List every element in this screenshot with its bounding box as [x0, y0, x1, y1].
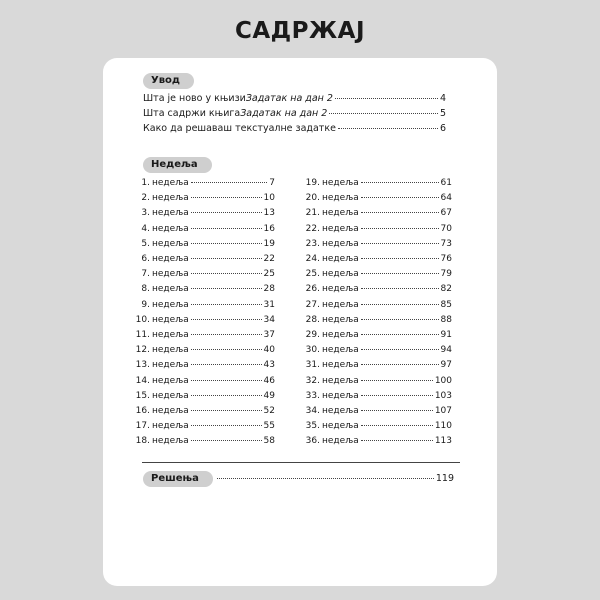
dot-leader — [361, 288, 439, 289]
dot-leader — [191, 258, 262, 259]
week-number: 8. — [141, 284, 150, 295]
week-entry[interactable] — [300, 298, 452, 312]
week-number: 32. — [305, 375, 320, 386]
week-label: недеља — [322, 375, 359, 386]
week-entry[interactable] — [300, 191, 452, 205]
intro-item-3[interactable] — [143, 122, 446, 136]
page-number: 91 — [440, 330, 452, 340]
week-entry[interactable] — [300, 328, 452, 342]
week-label: недеља — [152, 314, 189, 325]
page-number: 110 — [434, 421, 452, 432]
page-number: 40 — [263, 345, 275, 356]
week-label: недеља — [152, 390, 189, 401]
dot-leader — [191, 334, 262, 335]
week-label: недеља — [152, 436, 189, 447]
week-entry[interactable] — [130, 374, 275, 388]
week-number: 3. — [141, 208, 150, 219]
week-number: 15. — [135, 390, 150, 401]
week-entry[interactable] — [300, 206, 452, 220]
page-number: 119 — [435, 473, 454, 484]
week-entry[interactable] — [300, 222, 452, 236]
week-number: 30. — [305, 345, 320, 356]
week-number: 16. — [135, 406, 150, 416]
week-number: 9. — [141, 299, 150, 310]
week-entry[interactable] — [300, 358, 452, 372]
week-entry[interactable] — [130, 343, 275, 357]
week-label: недеља — [322, 360, 359, 371]
week-number: 34. — [305, 406, 320, 416]
page-number: 107 — [434, 406, 452, 416]
intro-item-text: Шта садржи књига — [143, 108, 241, 119]
dot-leader — [338, 128, 438, 129]
week-entry[interactable] — [130, 237, 275, 251]
dot-leader — [361, 334, 439, 335]
week-label: недеља — [152, 421, 189, 432]
week-label: недеља — [152, 238, 189, 249]
week-label: недеља — [152, 375, 189, 386]
week-entry[interactable] — [300, 176, 452, 190]
week-number: 31. — [305, 360, 320, 371]
week-label: недеља — [152, 360, 189, 371]
week-label: недеља — [322, 421, 359, 432]
week-label: недеља — [322, 299, 359, 310]
dot-leader — [361, 319, 439, 320]
week-entry[interactable] — [300, 419, 452, 433]
week-number: 29. — [305, 330, 320, 340]
section-label-weeks: Недеља — [143, 157, 212, 173]
week-number: 36. — [305, 436, 320, 447]
page-number: 34 — [263, 314, 275, 325]
page-number: 4 — [439, 93, 446, 104]
section-label-intro: Увод — [143, 73, 194, 89]
week-number: 28. — [305, 314, 320, 325]
dot-leader — [191, 425, 262, 426]
week-entry[interactable] — [130, 419, 275, 433]
week-label: недеља — [322, 284, 359, 295]
page-number: 10 — [263, 193, 275, 204]
dot-leader — [191, 440, 262, 441]
week-label: недеља — [152, 345, 189, 356]
week-label: недеља — [322, 238, 359, 249]
page-number: 6 — [439, 123, 446, 134]
week-number: 14. — [135, 375, 150, 386]
page-number: 82 — [440, 284, 452, 295]
page-number: 7 — [269, 178, 275, 188]
page-number: 88 — [440, 314, 452, 325]
week-entry[interactable] — [130, 328, 275, 342]
week-label: недеља — [152, 178, 189, 188]
week-number: 1. — [141, 178, 150, 188]
week-entry[interactable] — [130, 313, 275, 327]
week-label: недеља — [152, 193, 189, 204]
dot-leader — [191, 380, 262, 381]
week-label: недеља — [152, 208, 189, 219]
dot-leader — [361, 212, 439, 213]
page-number: 100 — [434, 375, 452, 386]
week-number: 11. — [135, 330, 150, 340]
week-label: недеља — [322, 314, 359, 325]
week-entry[interactable] — [300, 389, 452, 403]
intro-item-text: Шта је ново у књизи — [143, 93, 246, 104]
week-entry[interactable] — [300, 252, 452, 266]
week-number: 19. — [305, 178, 320, 188]
dot-leader — [191, 364, 262, 365]
page-number: 67 — [440, 208, 452, 219]
week-entry[interactable] — [130, 191, 275, 205]
week-number: 27. — [305, 299, 320, 310]
week-entry[interactable] — [300, 374, 452, 388]
week-entry[interactable] — [300, 237, 452, 251]
week-label: недеља — [322, 254, 359, 264]
week-label: недеља — [322, 208, 359, 219]
week-entry[interactable] — [130, 358, 275, 372]
week-entry[interactable] — [130, 267, 275, 281]
week-number: 22. — [305, 223, 320, 234]
week-label: недеља — [322, 390, 359, 401]
week-label: недеља — [152, 406, 189, 416]
page-number: 85 — [440, 299, 452, 310]
dot-leader — [191, 410, 262, 411]
dot-leader — [335, 98, 438, 99]
page-title: САДРЖАЈ — [234, 18, 366, 44]
week-number: 7. — [141, 269, 150, 280]
page-number: 31 — [263, 299, 275, 310]
week-label: недеља — [322, 178, 359, 188]
dot-leader — [361, 364, 439, 365]
week-label: недеља — [322, 193, 359, 204]
page-number: 103 — [434, 390, 452, 401]
week-entry[interactable] — [130, 389, 275, 403]
dot-leader — [191, 243, 262, 244]
week-entry[interactable] — [130, 404, 275, 418]
page-number: 16 — [263, 223, 275, 234]
dot-leader — [361, 395, 433, 396]
page-number: 55 — [263, 421, 275, 432]
dot-leader — [361, 410, 433, 411]
week-entry[interactable] — [130, 252, 275, 266]
section-divider — [142, 462, 460, 463]
page-number: 97 — [440, 360, 452, 371]
dot-leader — [361, 349, 439, 350]
week-number: 17. — [135, 421, 150, 432]
dot-leader — [191, 273, 262, 274]
week-number: 13. — [135, 360, 150, 371]
week-entry[interactable] — [300, 313, 452, 327]
week-number: 10. — [135, 314, 150, 325]
week-number: 33. — [305, 390, 320, 401]
week-number: 20. — [305, 193, 320, 204]
dot-leader — [191, 182, 267, 183]
dot-leader — [191, 349, 262, 350]
week-number: 21. — [305, 208, 320, 219]
page-number: 49 — [263, 390, 275, 401]
page-number: 58 — [263, 436, 275, 447]
week-entry[interactable] — [300, 282, 452, 296]
week-label: недеља — [152, 223, 189, 234]
intro-item-1[interactable] — [143, 92, 446, 106]
page-number: 28 — [263, 284, 275, 295]
page-number: 113 — [434, 436, 452, 447]
week-entry[interactable] — [130, 298, 275, 312]
week-label: недеља — [322, 345, 359, 356]
dot-leader — [361, 228, 439, 229]
week-entry[interactable] — [130, 176, 275, 190]
week-number: 24. — [305, 254, 320, 264]
intro-item-text: Како да решаваш текстуалне задатке — [143, 123, 336, 134]
dot-leader — [191, 228, 262, 229]
dot-leader — [329, 113, 438, 114]
week-entry[interactable] — [300, 404, 452, 418]
week-label: недеља — [322, 406, 359, 416]
week-entry[interactable] — [130, 222, 275, 236]
week-label: недеља — [322, 330, 359, 340]
page-number: 5 — [439, 108, 446, 119]
week-entry[interactable] — [130, 206, 275, 220]
page-number: 13 — [263, 208, 275, 219]
week-label: недеља — [152, 254, 189, 264]
page-number: 64 — [440, 193, 452, 204]
page-number: 79 — [440, 269, 452, 280]
dot-leader — [191, 304, 262, 305]
dot-leader — [361, 197, 439, 198]
page-number: 61 — [440, 178, 452, 188]
intro-item-italic: Задатак на дан 2 — [245, 93, 333, 104]
page-number: 73 — [440, 238, 452, 249]
intro-item-italic: Задатак на дан 2 — [240, 108, 328, 119]
dot-leader — [361, 440, 433, 441]
page-number: 94 — [440, 345, 452, 356]
dot-leader — [191, 288, 262, 289]
dot-leader — [191, 395, 262, 396]
intro-item-2[interactable] — [143, 107, 446, 121]
page-number: 37 — [263, 330, 275, 340]
dot-leader — [217, 478, 434, 479]
week-label: недеља — [152, 269, 189, 280]
page-number: 25 — [263, 269, 275, 280]
week-entry[interactable] — [300, 434, 452, 448]
week-number: 23. — [305, 238, 320, 249]
week-label: недеља — [322, 436, 359, 447]
page-number: 76 — [440, 254, 452, 264]
week-number: 25. — [305, 269, 320, 280]
dot-leader — [361, 380, 433, 381]
week-label: недеља — [322, 269, 359, 280]
week-entry[interactable] — [300, 343, 452, 357]
dot-leader — [361, 273, 439, 274]
week-entry[interactable] — [130, 282, 275, 296]
page-number: 52 — [263, 406, 275, 416]
dot-leader — [191, 212, 262, 213]
week-label: недеља — [152, 299, 189, 310]
page-number: 70 — [440, 223, 452, 234]
week-label: недеља — [152, 284, 189, 295]
dot-leader — [361, 304, 439, 305]
page-number: 19 — [263, 238, 275, 249]
week-label: недеља — [152, 330, 189, 340]
section-label-solutions: Решења — [143, 471, 213, 487]
week-number: 4. — [141, 223, 150, 234]
week-number: 6. — [141, 254, 150, 264]
solutions-entry[interactable] — [215, 472, 454, 486]
dot-leader — [191, 319, 262, 320]
dot-leader — [361, 425, 433, 426]
week-number: 12. — [135, 345, 150, 356]
page-number: 43 — [263, 360, 275, 371]
dot-leader — [361, 258, 439, 259]
page-number: 22 — [263, 254, 275, 264]
week-number: 35. — [305, 421, 320, 432]
contents-card — [103, 58, 497, 586]
week-entry[interactable] — [130, 434, 275, 448]
dot-leader — [191, 197, 262, 198]
week-number: 5. — [141, 238, 150, 249]
week-entry[interactable] — [300, 267, 452, 281]
dot-leader — [361, 243, 439, 244]
week-label: недеља — [322, 223, 359, 234]
week-number: 18. — [135, 436, 150, 447]
week-number: 2. — [141, 193, 150, 204]
dot-leader — [361, 182, 439, 183]
page-number: 46 — [263, 375, 275, 386]
week-number: 26. — [305, 284, 320, 295]
